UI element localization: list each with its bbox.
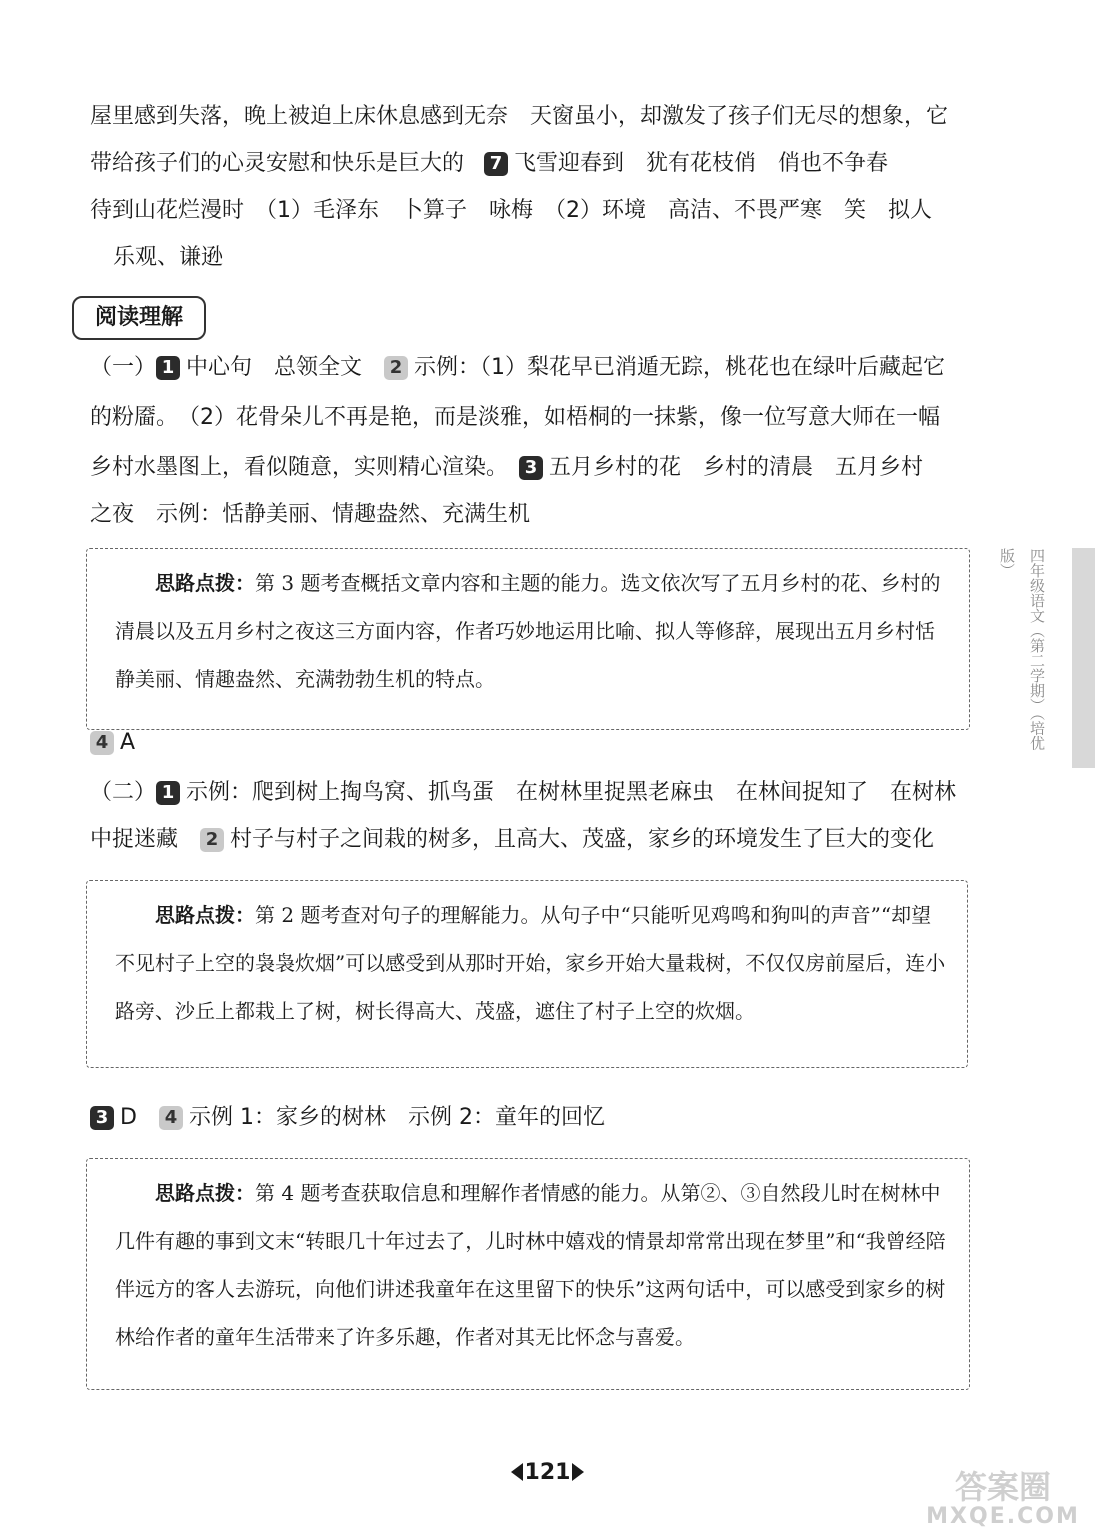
hint-box: [86, 880, 968, 1068]
hint-label: 思路点拨：: [155, 1181, 255, 1205]
part1-answer-4: 4 A: [90, 728, 135, 758]
part1-line-2: 的粉靥。 （2）花骨朵儿不再是艳，而是淡雅，如梧桐的一抹紫，像一位写意大师在一幅: [90, 405, 940, 430]
right-arrow-icon: [572, 1463, 584, 1481]
question-number-badge: 3: [90, 1106, 114, 1130]
hint-text: 第 3 题考查概括文章内容和主题的能力。选文依次写了五月乡村的花、乡村的清晨以及五月乡村之夜这三方面内容，作者巧妙地运用比喻、拟人等修辞，展现出五月乡村恬静美丽、情趣盎然、充满勃勃生机的特点。: [115, 571, 941, 691]
question-number-badge: 1: [156, 781, 180, 805]
question-number-badge: 2: [384, 356, 408, 380]
hint-text: 第 2 题考查对句子的理解能力。从句子中“只能听见鸡鸣和狗叫的声音”“却望不见村子上空的袅袅炊烟”可以感受到从那时开始，家乡开始大量栽树，不仅仅房前屋后，连小路旁、沙丘上都栽上了树，树长得高大、茂盛，遮住了村子上空的炊烟。: [115, 903, 946, 1023]
hint-box: [86, 548, 970, 730]
hint-text: 第 4 题考查获取信息和理解作者情感的能力。从第②、③自然段儿时在树林中几件有趣的事到文末“转眼几十年过去了，儿时林中嬉戏的情景却常常出现在梦里”和“我曾经陪伴远方的客人去游玩，向他们讲述我童年在这里留下的快乐”这两句话中，可以感受到家乡的树林给作者的童年生活带来了许多乐趣，作者对其无比怀念与喜爱。: [115, 1181, 946, 1349]
part2-line-1: （二） 1 示例：爬到树上掏鸟窝、抓鸟蛋 在树林里捉黑老麻虫 在林间捉知了 在树林: [90, 780, 957, 805]
question-number-badge: 1: [156, 356, 180, 380]
watermark-logo: 答案圈 MXQE.COM: [926, 1468, 1080, 1529]
part1-line-4: 之夜 示例：恬静美丽、情趣盎然、充满生机: [90, 502, 531, 527]
question-number-badge: 4: [159, 1106, 183, 1130]
question-number-badge: 3: [519, 456, 543, 480]
answer-line-1: 屋里感到失落，晚上被迫上床休息感到无奈 天窗虽小，却激发了孩子们无尽的想象，它: [90, 104, 949, 129]
part1-line-1: （一） 1 中心句 总领全文 2 示例：（1）梨花早已消遁无踪，桃花也在绿叶后藏起它: [90, 355, 946, 380]
question-number-badge: 2: [200, 828, 224, 852]
answer-line-3: 待到山花烂漫时 （1）毛泽东 卜算子 咏梅 （2）环境 高洁、不畏严寒 笑 拟人: [90, 198, 932, 223]
question-number-badge: 4: [90, 731, 114, 755]
section-title: 阅读理解: [72, 296, 206, 340]
hint-label: 思路点拨：: [155, 571, 255, 595]
part1-line-3: 乡村水墨图上，看似随意，实则精心渲染。 3 五月乡村的花 乡村的清晨 五月乡村: [90, 455, 924, 480]
side-book-label: 四年级语文（第二学期）（培优版）: [998, 548, 1046, 751]
side-tab: [1072, 548, 1095, 768]
hint-label: 思路点拨：: [155, 903, 255, 927]
page-number: 121: [0, 1460, 1095, 1485]
question-number-badge: 7: [484, 152, 508, 176]
left-arrow-icon: [511, 1463, 523, 1481]
hint-box: [86, 1158, 970, 1390]
part2-line-2: 中捉迷藏 2 村子与村子之间栽的树多，且高大、茂盛，家乡的环境发生了巨大的变化: [90, 827, 935, 852]
answer-line-2: 带给孩子们的心灵安慰和快乐是巨大的 7 飞雪迎春到 犹有花枝俏 俏也不争春: [90, 151, 889, 176]
part2-answers-3-4: 3 D 4 示例 1：家乡的树林 示例 2：童年的回忆: [90, 1103, 605, 1133]
answer-line-4: 乐观、谦逊: [113, 245, 224, 270]
